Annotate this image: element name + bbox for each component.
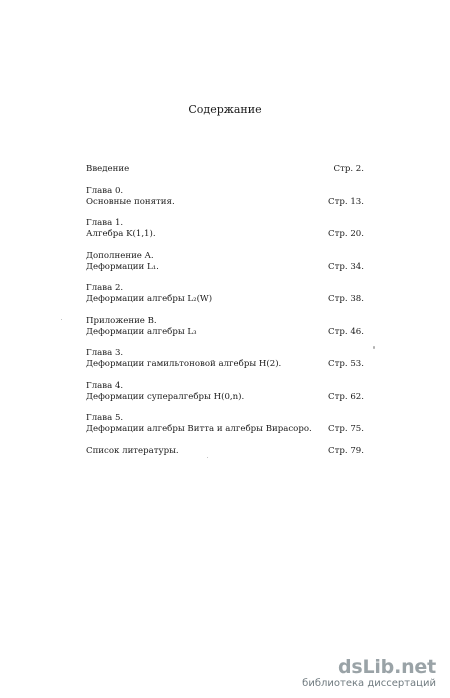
toc-page-number: Стр. 13. bbox=[328, 196, 364, 207]
toc-page-number: Стр. 62. bbox=[328, 391, 364, 402]
toc-page-number: Стр. 20. bbox=[328, 229, 364, 239]
toc-entry bbox=[86, 381, 364, 403]
toc-entry bbox=[86, 164, 364, 175]
toc-entry bbox=[86, 218, 364, 240]
table-of-contents bbox=[86, 164, 364, 467]
toc-entry-heading: Глава 3. bbox=[86, 348, 124, 358]
toc-entry-heading: Список литературы. bbox=[86, 445, 179, 456]
toc-entry bbox=[86, 316, 364, 338]
toc-entry-title: Деформации алгебры L₂(W) bbox=[86, 294, 213, 304]
toc-entry bbox=[86, 186, 364, 208]
toc-entry-heading: Глава 5. bbox=[86, 413, 124, 423]
toc-entry bbox=[86, 348, 364, 370]
page-title: Содержание bbox=[188, 103, 262, 116]
toc-entry-heading: Глава 1. bbox=[86, 218, 124, 228]
toc-page-number: Стр. 75. bbox=[328, 424, 364, 434]
toc-entry-title: Деформации L₁. bbox=[86, 261, 159, 272]
watermark bbox=[302, 657, 436, 690]
toc-entry-heading: Дополнение A. bbox=[86, 250, 154, 261]
toc-entry-title: Деформации алгебры Витта и алгебры Вирасоро. bbox=[86, 424, 312, 434]
toc-entry bbox=[86, 251, 364, 273]
toc-entry-title: Деформации гамильтоновой алгебры H(2). bbox=[86, 359, 282, 369]
toc-entry bbox=[86, 413, 364, 435]
watermark-subtitle: библиотека диссертаций bbox=[302, 678, 436, 689]
toc-entry-title: Основные понятия. bbox=[86, 196, 175, 207]
scan-speck bbox=[373, 346, 375, 349]
toc-entry-heading: Глава 2. bbox=[86, 283, 124, 293]
toc-entry-title: Деформации алгебры L₃ bbox=[86, 326, 197, 337]
scan-speck bbox=[61, 319, 62, 320]
toc-entry-heading: Глава 0. bbox=[86, 185, 124, 196]
watermark-logo: dsLib.net bbox=[337, 656, 436, 678]
toc-entry-heading: Введение bbox=[86, 164, 130, 174]
toc-entry-heading: Приложение B. bbox=[86, 315, 157, 326]
toc-entry-heading: Глава 4. bbox=[86, 380, 124, 391]
toc-page-number: Стр. 34. bbox=[328, 261, 364, 272]
toc-page-number: Стр. 79. bbox=[328, 445, 364, 456]
toc-entry bbox=[86, 283, 364, 305]
toc-page-number: Стр. 53. bbox=[328, 359, 364, 369]
toc-page-number: Стр. 46. bbox=[328, 326, 364, 337]
scan-speck bbox=[207, 457, 208, 458]
toc-page-number: Стр. 38. bbox=[328, 294, 364, 304]
toc-entry-title: Деформации супералгебры H(0,n). bbox=[86, 391, 245, 402]
toc-entry bbox=[86, 446, 364, 457]
toc-page-number: Стр. 2. bbox=[333, 164, 364, 174]
toc-entry-title: Алгебра K(1,1). bbox=[86, 229, 156, 239]
